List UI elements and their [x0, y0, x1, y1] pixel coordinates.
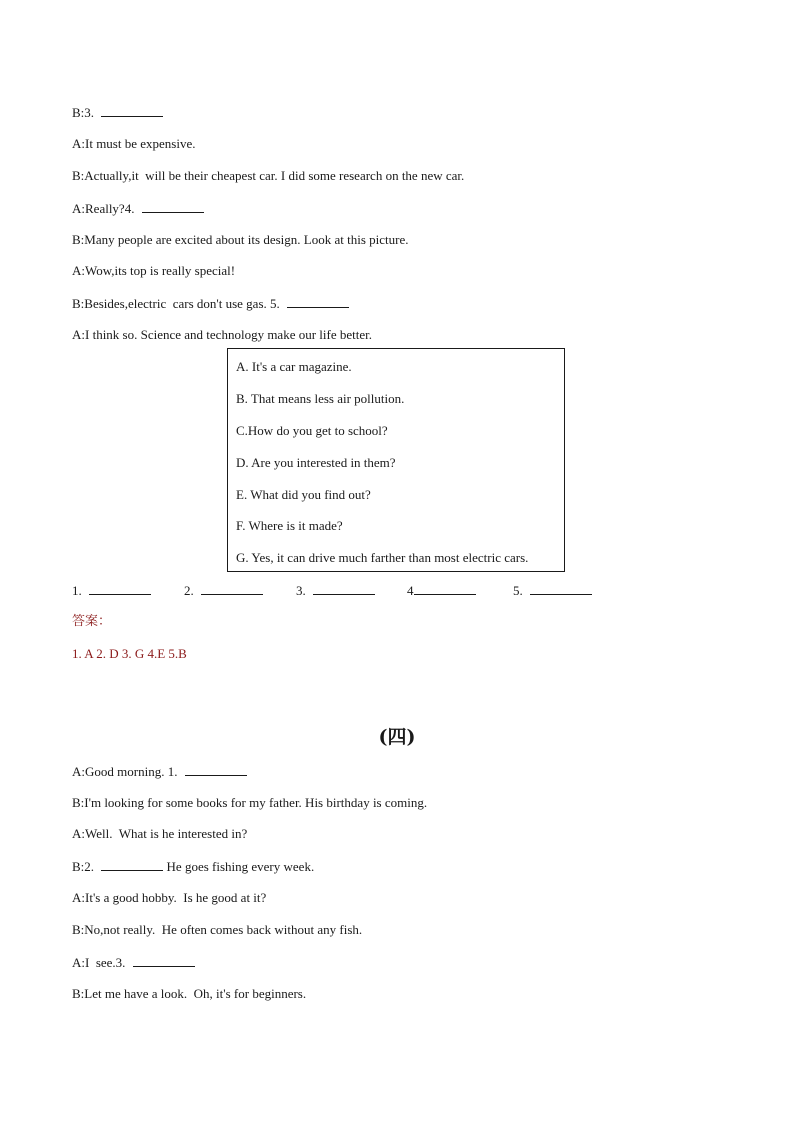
answer-slot-2: 2. [184, 582, 263, 599]
answer-blank [101, 858, 163, 871]
dialogue-line: A:Wow,its top is really special! [72, 263, 236, 278]
dialogue-line: B:Many people are excited about its design. Look at this picture. [72, 232, 409, 247]
option-e: E. What did you find out? [236, 487, 371, 502]
dialogue-line: A:I think so. Science and technology make our life better. [72, 327, 372, 342]
dialogue-line: B:2. He goes fishing every week. [72, 859, 315, 874]
answer-blank [185, 763, 247, 776]
dialogue-line: A:I see.3. [72, 954, 195, 971]
option-c: C.How do you get to school? [236, 423, 388, 438]
option-f: F. Where is it made? [236, 518, 343, 533]
answer-slot-4: 4 [407, 582, 476, 599]
option-a: A. It's a car magazine. [236, 359, 352, 374]
answer-slot-1: 1. [72, 582, 151, 599]
option-g: G. Yes, it can drive much farther than most electric cars. [236, 550, 529, 565]
dialogue-line: B:I'm looking for some books for my father. His birthday is coming. [72, 795, 428, 810]
answer-blank [313, 582, 375, 595]
dialogue-line: B:Besides,electric cars don't use gas. 5. [72, 295, 349, 312]
answer-slot-5: 5. [513, 582, 592, 599]
answer-blank [201, 582, 263, 595]
dialogue-line: B:No,not really. He often comes back without any fish. [72, 922, 363, 937]
dialogue-line: B:3. [72, 104, 163, 121]
answer-blank [89, 582, 151, 595]
answer-blank [287, 295, 349, 308]
answer-blank [133, 954, 195, 967]
dialogue-line: A:Really?4. [72, 200, 204, 217]
answer-key: 1. A 2. D 3. G 4.E 5.B [72, 646, 187, 661]
answer-blank [101, 104, 163, 117]
dialogue-line: A:Well. What is he interested in? [72, 826, 248, 841]
answer-slot-3: 3. [296, 582, 375, 599]
dialogue-line: B:Let me have a look. Oh, it's for beginners. [72, 986, 307, 1001]
section-title: (四) [378, 726, 416, 748]
dialogue-line: B:Actually,it will be their cheapest car. I did some research on the new car. [72, 168, 465, 183]
dialogue-line: A:It's a good hobby. Is he good at it? [72, 890, 267, 905]
answer-label: 答案： [72, 614, 112, 629]
answer-blank [530, 582, 592, 595]
option-d: D. Are you interested in them? [236, 455, 396, 470]
answer-blank [414, 582, 476, 595]
options-box [227, 348, 565, 572]
dialogue-line: A:It must be expensive. [72, 136, 196, 151]
option-b: B. That means less air pollution. [236, 391, 405, 406]
dialogue-line: A:Good morning. 1. [72, 763, 247, 780]
answer-blank [142, 200, 204, 213]
